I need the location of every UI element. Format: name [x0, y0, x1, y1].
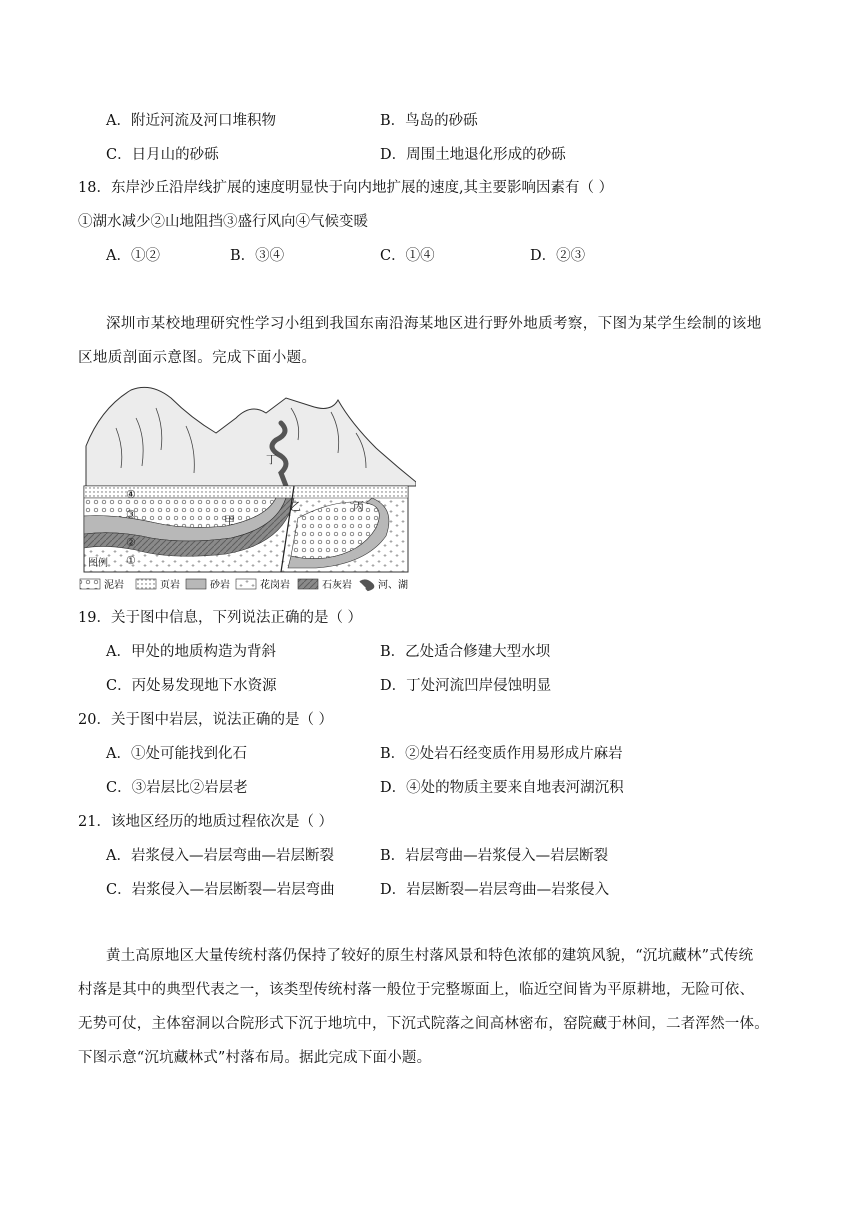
legend-mudstone: 泥岩 — [104, 580, 124, 591]
label-bing: 丙 — [353, 500, 364, 513]
q17-option-c: C．日月山的砂砾 — [106, 147, 219, 163]
q18-option-a: A．①② — [106, 248, 160, 264]
label-n2: ② — [126, 536, 136, 549]
q19-option-c: C．丙处易发现地下水资源 — [106, 678, 277, 694]
q17-option-d: D．周围土地退化形成的砂砾 — [380, 147, 566, 163]
legend-limestone: 石灰岩 — [322, 580, 352, 591]
q20-option-c: C．③岩层比②岩层老 — [106, 780, 248, 796]
passage2-line2: 村落是其中的典型代表之一，该类型传统村落一般位于完整塬面上，临近空间皆为平原耕地，无险可依、 — [78, 982, 755, 998]
q21-option-a: A．岩浆侵入—岩层弯曲—岩层断裂 — [106, 848, 334, 864]
mountain-terrain — [86, 387, 416, 486]
q19-option-d: D．丁处河流凹岸侵蚀明显 — [380, 678, 552, 694]
label-jia: 甲 — [224, 514, 235, 527]
legend-river-lake: 河、湖 — [378, 580, 408, 591]
q18-statements: ①湖水减少②山地阻挡③盛行风向④气候变暖 — [78, 214, 368, 230]
passage1-line2: 区地质剖面示意图。完成下面小题。 — [78, 350, 317, 366]
q17-option-a: A．附近河流及河口堆积物 — [106, 113, 276, 129]
q21-option-b: B．岩层弯曲—岩浆侵入—岩层断裂 — [380, 848, 609, 864]
legend — [80, 578, 408, 591]
q19-option-b: B．乙处适合修建大型水坝 — [380, 644, 551, 660]
q20-stem: 20．关于图中岩层，说法正确的是（ ） — [78, 712, 334, 728]
river-lake-icon — [360, 580, 373, 590]
label-yi: 乙 — [290, 500, 301, 513]
passage2-line3: 无势可仗，主体窑洞以合院形式下沉于地坑中，下沉式院落之间高林密布，窑院藏于林间，二者浑然一体。 — [78, 1016, 769, 1032]
legend-shale: 页岩 — [160, 580, 180, 591]
q18-option-d: D．②③ — [530, 248, 586, 264]
legend-title: 图例 — [88, 558, 108, 569]
legend-granite: 花岗岩 — [260, 580, 290, 591]
geological-section-figure — [76, 378, 416, 596]
q18-option-b: B．③④ — [230, 248, 285, 264]
q18-option-c: C．①④ — [380, 248, 435, 264]
q18-stem: 18．东岸沙丘沿岸线扩展的速度明显快于向内地扩展的速度,其主要影响因素有（ ） — [78, 180, 614, 196]
q20-option-b: B．②处岩石经变质作用易形成片麻岩 — [380, 746, 623, 762]
q21-option-c: C．岩浆侵入—岩层断裂—岩层弯曲 — [106, 882, 335, 898]
label-ding: 丁 — [266, 453, 277, 466]
q19-option-a: A．甲处的地质构造为背斜 — [106, 644, 276, 660]
passage1-line1: 深圳市某校地理研究性学习小组到我国东南沿海某地区进行野外地质考察，下图为某学生绘制的该地 — [106, 316, 762, 332]
label-n1: ① — [126, 554, 136, 567]
legend-sandstone: 砂岩 — [210, 580, 230, 591]
label-n4: ④ — [126, 488, 136, 501]
q20-option-d: D．④处的物质主要来自地表河湖沉积 — [380, 780, 624, 796]
q19-stem: 19．关于图中信息，下列说法正确的是（ ） — [78, 610, 363, 626]
passage2-line1: 黄土高原地区大量传统村落仍保持了较好的原生村落风景和特色浓郁的建筑风貌，“沉坑藏林”式传统 — [106, 948, 754, 964]
q21-stem: 21．该地区经历的地质过程依次是（ ） — [78, 814, 334, 830]
passage2-line4: 下图示意“沉坑藏林式”村落布局。据此完成下面小题。 — [78, 1050, 432, 1066]
q21-option-d: D．岩层断裂—岩层弯曲—岩浆侵入 — [380, 882, 610, 898]
label-n3: ③ — [126, 508, 136, 521]
q20-option-a: A．①处可能找到化石 — [106, 746, 247, 762]
q17-option-b: B．鸟岛的砂砾 — [380, 113, 478, 129]
